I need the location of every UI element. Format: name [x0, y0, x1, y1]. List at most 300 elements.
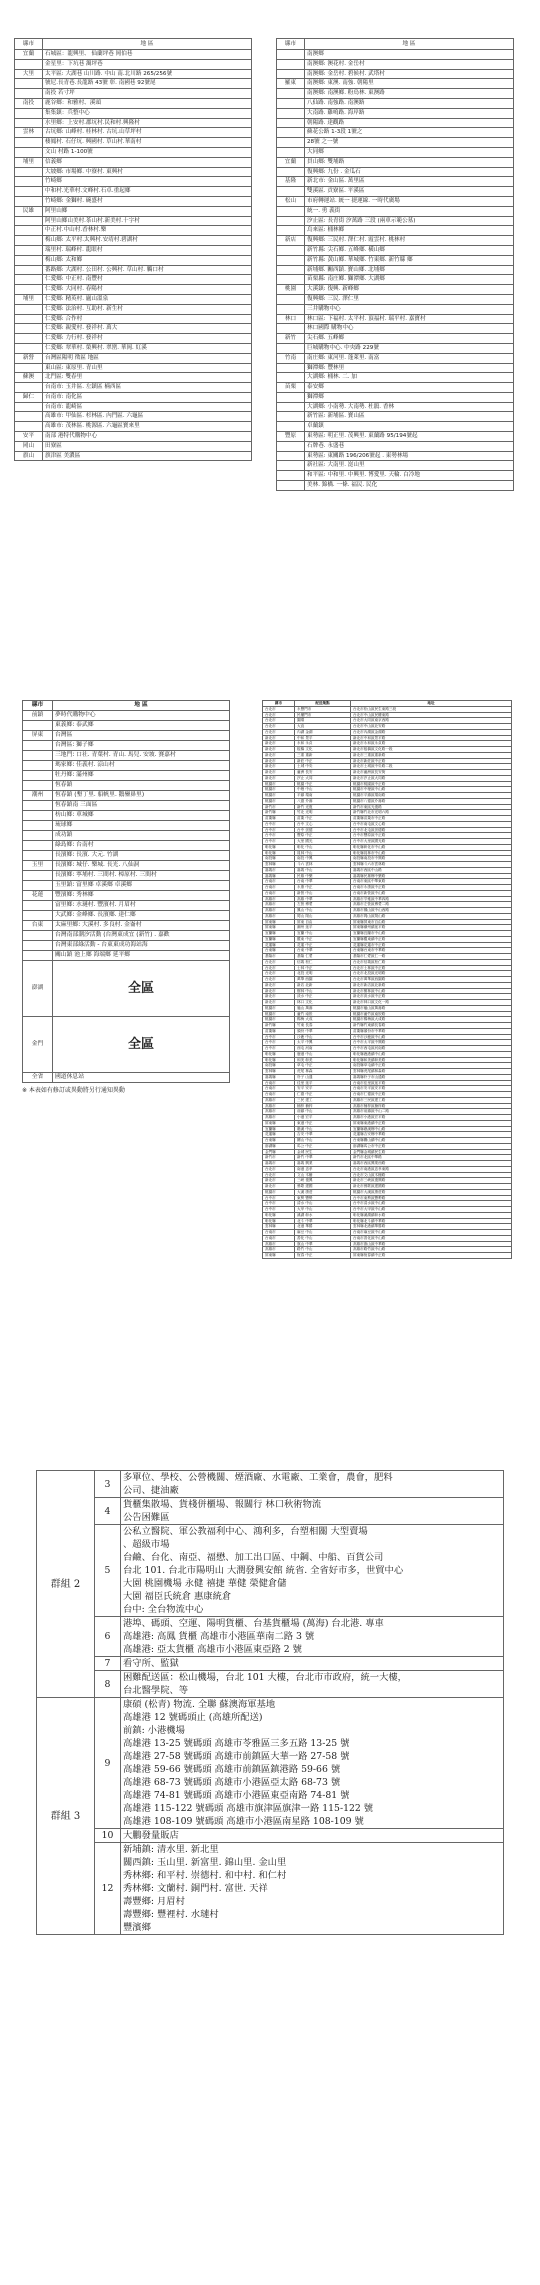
area-cell: 號尼.長青巷.長龍路 43號 彰. 南國巷 92號尾	[43, 79, 252, 89]
county-cell: 金門縣	[263, 1149, 295, 1155]
table-row	[277, 422, 514, 432]
county-cell	[23, 911, 53, 921]
table-row	[277, 226, 514, 236]
county-cell	[15, 334, 43, 344]
item-body-cell	[121, 1843, 504, 1935]
address-cell: 南投縣草屯鎮中正路	[351, 1063, 512, 1069]
county-cell	[277, 471, 305, 481]
county-cell: 彰化縣	[263, 844, 295, 850]
county-cell: 台北市	[263, 729, 295, 735]
item-line: 高雄港 115-122 號碼頭 高雄市旗津區旗津一路 115-122 號	[123, 1803, 374, 1814]
address-cell: 新北市土城區中央路二段	[351, 764, 512, 770]
county-cell: 台北市	[263, 965, 295, 971]
address-cell: 台南市善化區中山路	[351, 1235, 512, 1241]
table-row	[15, 383, 252, 393]
county-cell	[277, 422, 305, 432]
item-line: 大鵬發量販店	[123, 1830, 179, 1841]
point-cell: 台中 文心	[295, 821, 351, 827]
table-row	[23, 771, 230, 781]
area-cell: 北門區: 雙春里	[43, 373, 252, 383]
item-line: 康碩 (松青) 物流. 全聯 蘇澳海軍基地	[123, 1699, 276, 1710]
item-number-cell: 7	[95, 1657, 121, 1671]
table-row	[277, 255, 514, 265]
county-cell: 新北市	[263, 988, 295, 994]
point-cell: 信義 松仁	[295, 959, 351, 965]
county-cell	[15, 402, 43, 412]
table-row	[23, 901, 230, 911]
table-row	[277, 412, 514, 422]
address-cell: 彰化縣溪湖鎮彰水路	[351, 1212, 512, 1218]
region-table-3-grid	[22, 700, 230, 1083]
address-cell: 嘉義縣朴子市山通路	[351, 1074, 512, 1080]
address-cell: 台北市萬華區西園路	[351, 977, 512, 983]
county-cell: 台中市	[263, 1040, 295, 1046]
address-cell: 新北市林口區文化一路	[351, 1000, 512, 1006]
county-cell: 苗栗縣	[263, 816, 295, 822]
area-cell: 新竹縣: 黃山鄉. 華城鄉. 竹東鄉. 新竹縣 鄉	[305, 255, 514, 265]
point-cell: 溪湖 彰水	[295, 1212, 351, 1218]
county-cell	[15, 108, 43, 118]
item-number-cell: 5	[95, 1525, 121, 1617]
area-cell: 石牌巷. 永盛巷	[305, 441, 514, 451]
county-cell: 高雄市	[263, 896, 295, 902]
area-cell: 鹿谷鄉：和雅村、溪頭	[43, 98, 252, 108]
area-cell: 梅山鄉: 太平村.太興村.安靖村.碧湖村	[43, 236, 252, 246]
table-row	[277, 304, 514, 314]
item-line: 港埠、碼頭、空運、陽明貨櫃、台基貨櫃場 (萬海) 台北港. 專車	[123, 1618, 384, 1629]
county-cell: 台南市	[263, 1080, 295, 1086]
county-cell: 高雄市	[263, 1109, 295, 1115]
county-cell: 桃園市	[263, 781, 295, 787]
item-line: 高雄港: 高鳳 貨櫃 高雄市小港區華南二路 3 號	[123, 1631, 315, 1642]
area-cell: 枋山鄉: 車城鄉	[53, 811, 230, 821]
area-cell: 八仙路. 南強路. 南澳路	[305, 98, 514, 108]
address-cell: 台中市大里區國光路	[351, 839, 512, 845]
item-body-cell	[121, 1829, 504, 1843]
region-table-1	[14, 38, 252, 461]
table-row	[277, 294, 514, 304]
point-cell: 嘉義 興業	[295, 1161, 351, 1167]
point-cell: 大里 國光	[295, 839, 351, 845]
address-cell: 台南市佳里區延平路	[351, 1080, 512, 1086]
table-row	[15, 50, 252, 60]
point-cell: 新營 中山	[295, 890, 351, 896]
table-row	[277, 196, 514, 206]
county-cell: 民雄	[15, 206, 43, 216]
table-row	[277, 157, 514, 167]
point-cell: 金城 民生	[295, 1149, 351, 1155]
area-cell: 信義鄉	[43, 157, 252, 167]
address-cell: 桃園市桃園區中正路	[351, 781, 512, 787]
area-cell: 阿里山鄉	[43, 206, 252, 216]
county-cell: 桃園市	[263, 1011, 295, 1017]
table-row	[23, 741, 230, 751]
county-cell: 台北市	[263, 1166, 295, 1172]
table-row	[277, 334, 514, 344]
point-cell: 新竹 光復	[295, 804, 351, 810]
table-row	[15, 324, 252, 334]
table-row	[23, 731, 230, 741]
table-row	[15, 108, 252, 118]
area-cell: 和平區: 中和里. 中興里. 博愛里. 天輪. 白冷地	[305, 471, 514, 481]
header-area: 地 區	[43, 39, 252, 50]
address-cell: 宜蘭縣宜蘭市中山路	[351, 931, 512, 937]
address-cell: 屏東縣屏東市自由路	[351, 919, 512, 925]
county-cell: 宜蘭	[15, 50, 43, 60]
area-cell: 南投 若寸坪	[43, 89, 252, 99]
point-cell: 路竹 中山	[295, 1247, 351, 1253]
point-cell: 羅東 中正	[295, 936, 351, 942]
table-row	[15, 441, 252, 451]
address-cell: 嘉義縣民雄鄉中樂路	[351, 873, 512, 879]
table-row	[15, 138, 252, 148]
county-cell	[277, 147, 305, 157]
item-line: 公告困難區	[123, 1512, 170, 1523]
table-row	[277, 353, 514, 363]
item-line: 高雄港 59-66 號碼頭 高雄市前鎮區鎮港路 59-66 號	[123, 1764, 341, 1775]
table-row	[15, 373, 252, 383]
area-cell: 苗栗縣: 南庄鄉. 獅潭鄉. 大湖鄉	[305, 275, 514, 285]
table-row	[277, 471, 514, 481]
point-cell: 中壢 中山	[295, 787, 351, 793]
group-name-cell: 群組 3	[37, 1698, 95, 1935]
county-cell: 新竹縣	[263, 810, 295, 816]
county-cell	[15, 422, 43, 432]
county-cell	[277, 226, 305, 236]
area-cell: 新竹縣: 尖石鄉. 五峰鄉. 橫山鄉	[305, 245, 514, 255]
address-cell: 苗栗縣苗栗市中正路	[351, 816, 512, 822]
area-cell: 仁愛鄉: 大同村. 春陽村	[43, 285, 252, 295]
table-row	[23, 861, 230, 871]
county-cell: 台東縣	[263, 948, 295, 954]
county-cell	[277, 98, 305, 108]
address-cell: 南投縣南投市中興路	[351, 856, 512, 862]
table-row	[277, 383, 514, 393]
area-cell: 南澳鄉	[305, 50, 514, 60]
header-area: 地 區	[305, 39, 514, 50]
area-cell: 東義鄉: 泰武鄉	[53, 721, 230, 731]
county-cell	[15, 226, 43, 236]
county-cell	[23, 771, 53, 781]
address-cell: 台東縣台東市中華路	[351, 948, 512, 954]
county-cell: 台北市	[263, 724, 295, 730]
point-cell: 台中 崇德	[295, 827, 351, 833]
table-row	[277, 147, 514, 157]
county-cell: 彰化縣	[263, 1218, 295, 1224]
county-cell: 花蓮縣	[263, 1132, 295, 1138]
area-cell: 玉里鎮: 富里鄉 卓溪鄉 卓溪鄉	[53, 881, 230, 891]
area-cell: 美林. 錦橋. 一條. 福民. 民化	[305, 481, 514, 491]
table-row	[37, 1843, 504, 1935]
county-cell: 台南市	[263, 879, 295, 885]
address-cell: 台北市南港區忠孝東路	[351, 1166, 512, 1172]
item-number-cell: 12	[95, 1843, 121, 1935]
county-cell: 台中市	[263, 827, 295, 833]
county-cell: 雲林縣	[263, 1069, 295, 1075]
address-cell: 台中市西屯區河南路	[351, 1046, 512, 1052]
item-line: 困難配送區：松山機場，台北 101 大樓，台北市市政府，統一大樓，	[123, 1672, 407, 1683]
area-cell: 仁愛鄉: 親愛村. 發祥村. 萬大	[43, 324, 252, 334]
county-cell: 台南市	[263, 1092, 295, 1098]
point-cell: 南港 忠孝	[295, 1166, 351, 1172]
table-row	[15, 206, 252, 216]
footnote: ※ 本表如有修訂或異動將另行通知異動	[22, 1087, 125, 1094]
county-cell: 宜蘭縣	[263, 936, 295, 942]
item-line: 貨櫃集散場、貨棧併櫃場、報關行 林口秋術物流	[123, 1499, 322, 1510]
point-cell: 左營 博愛	[295, 902, 351, 908]
county-cell: 桃園市	[263, 793, 295, 799]
point-cell: 桃園 中正	[295, 781, 351, 787]
table-row	[277, 441, 514, 451]
county-cell	[15, 363, 43, 373]
county-cell: 彰化縣	[263, 1057, 295, 1063]
county-cell: 新竹市	[263, 1155, 295, 1161]
area-cell: 中和村.光華村.文峰村.石卓.重起鄉	[43, 187, 252, 197]
point-cell: 斗六 雲林	[295, 862, 351, 868]
region-table-2	[276, 38, 514, 491]
county-cell: 大里	[15, 69, 43, 79]
item-line: 高雄港 12 號碼頭止 (高雄所配送)	[123, 1712, 263, 1723]
county-cell: 安平	[15, 432, 43, 442]
county-cell: 台北市	[263, 977, 295, 983]
county-cell	[15, 59, 43, 69]
item-line: 高雄港: 亞太貨櫃 高雄市小港區東亞路 2 號	[123, 1644, 302, 1655]
point-cell: 虎尾 林森	[295, 1069, 351, 1075]
county-cell: 新北市	[263, 1184, 295, 1190]
area-cell: 番路鄉: 大湖村. 公田村. 公興村. 草山村. 觸口村	[43, 265, 252, 275]
table-row	[15, 304, 252, 314]
item-body-cell	[121, 1671, 504, 1698]
table-row	[23, 811, 230, 821]
table-row	[277, 275, 514, 285]
area-cell: 太平區: 大湖巷 山川路. 中山 南.北川路 265/256號	[43, 69, 252, 79]
table-row	[277, 98, 514, 108]
group-name-cell: 群組 2	[37, 1471, 95, 1698]
table-row	[277, 432, 514, 442]
item-line: 高雄港 13-25 號碼頭 高雄市苓雅區三多五路 13-25 號	[123, 1738, 350, 1749]
table-row	[23, 781, 230, 791]
area-cell: 大南路. 雞鳴路. 海岸路	[305, 108, 514, 118]
county-cell	[23, 751, 53, 761]
point-cell: 鶯歌 建國	[295, 1184, 351, 1190]
county-cell	[23, 841, 53, 851]
table-row	[277, 324, 514, 334]
county-cell: 高雄市	[263, 1247, 295, 1253]
header-county: 縣市	[277, 39, 305, 50]
county-cell	[15, 79, 43, 89]
area-cell: 金星里：下坑巷 濁坪巷	[43, 59, 252, 69]
county-cell: 澎湖縣	[263, 1143, 295, 1149]
county-cell: 花蓮縣	[263, 942, 295, 948]
county-cell	[277, 373, 305, 383]
county-cell: 宜蘭縣	[263, 1126, 295, 1132]
address-cell: 雲林縣虎尾鎮林森路	[351, 1069, 512, 1075]
region-table-2-grid	[276, 38, 514, 491]
point-cell: 永豐門市	[295, 706, 351, 712]
county-cell: 台北市	[263, 718, 295, 724]
table-row	[15, 187, 252, 197]
item-line: 公司、捷油廠	[123, 1485, 179, 1496]
item-line: 台北 101. 台北市陽明山 大潤發興安館 統省. 全省好市多，世貿中心	[123, 1565, 404, 1576]
area-cell: 雙溪區. 貢寮區. 平溪區	[305, 187, 514, 197]
area-cell: 瑪家鄉: 佳義村. 涼山村	[53, 761, 230, 771]
area-cell: 水里鄉：上安村.郡坑村.民和村.興隆村	[43, 118, 252, 128]
county-cell: 桃園市	[263, 1189, 295, 1195]
address-cell: 新北市三峽區復興路	[351, 1178, 512, 1184]
area-cell: 石城區：龍興里、 仙蘭坪巷 岡伯巷	[43, 50, 252, 60]
county-cell	[15, 275, 43, 285]
pickup-point-grid	[262, 700, 512, 1259]
table-row	[23, 711, 230, 721]
area-cell: 台灣區	[53, 731, 230, 741]
item-line: 秀林鄉: 和平村. 崇德村. 和中村. 和仁村	[123, 1870, 287, 1881]
area-cell: 三地門: 口社. 青葉村. 青山. 馬兒. 安坡. 賽嘉村	[53, 751, 230, 761]
county-cell: 雲林縣	[263, 1224, 295, 1230]
point-cell: 北投 光明	[295, 971, 351, 977]
area-cell: 恆春鎮南 三面區	[53, 801, 230, 811]
point-cell: 豐原 中正	[295, 833, 351, 839]
table-row	[37, 1498, 504, 1525]
area-cell: 南澳鄉: 南澳鄉. 粉鳥林. 東澳路	[305, 89, 514, 99]
address-cell: 桃園市龜山區萬壽路	[351, 1005, 512, 1011]
point-cell: 頭份 中華	[295, 1028, 351, 1034]
table-row	[277, 265, 514, 275]
area-cell: 棲鳳村. 石仔坑. 興國村. 草山村.華南村	[43, 138, 252, 148]
table-row	[15, 422, 252, 432]
header-area: 地 區	[53, 701, 230, 711]
table-row	[15, 353, 252, 363]
county-cell: 新北市	[263, 764, 295, 770]
table-row	[15, 451, 252, 461]
point-cell: 文山 木柵	[295, 1172, 351, 1178]
point-cell: 清水 中山	[295, 1201, 351, 1207]
address-cell: 屏東縣恆春鎮中正路	[351, 1253, 512, 1259]
point-cell: 中和 景平	[295, 735, 351, 741]
area-cell: 台灣東部綠活動 - 台東東成功海站海	[53, 941, 230, 951]
header-county: 縣市	[263, 701, 295, 707]
item-body-cell	[121, 1471, 504, 1498]
area-cell: 竹崎鄉: 金獅村. 碗盛村	[43, 196, 252, 206]
county-cell	[277, 167, 305, 177]
table-row	[15, 157, 252, 167]
point-cell: 小港 宏平	[295, 1115, 351, 1121]
county-cell	[277, 89, 305, 99]
point-cell: 員林 中山	[295, 850, 351, 856]
county-cell: 嘉義縣	[263, 1074, 295, 1080]
address-cell: 新北市板橋區文化路一段	[351, 747, 512, 753]
address-cell: 台中市東勢區豐勢路	[351, 1195, 512, 1201]
point-cell: 礁溪 中山	[295, 1126, 351, 1132]
county-cell	[23, 901, 53, 911]
item-line: 台北醫學院、等	[123, 1685, 189, 1696]
county-cell: 苗栗	[277, 383, 305, 393]
table-row	[23, 841, 230, 851]
table-row	[23, 851, 230, 861]
item-line: 大園 福臣氏統倉 惠康統倉	[123, 1591, 232, 1602]
county-cell	[15, 187, 43, 197]
item-line: 關西鎮: 玉山里. 新富里. 錦山里. 金山里	[123, 1857, 287, 1868]
address-cell: 台南市東區中華東路	[351, 879, 512, 885]
area-cell: 瑞里村. 瑞峰村. 龍眼村	[43, 245, 252, 255]
county-cell: 豐原	[277, 432, 305, 442]
county-cell: 花蓮	[23, 891, 53, 901]
address-cell: 宜蘭縣羅東鎮中正路	[351, 936, 512, 942]
header-county: 縣市	[23, 701, 53, 711]
county-cell: 台南市	[263, 1086, 295, 1092]
county-cell: 新竹	[277, 334, 305, 344]
item-line: 豐濱鄉	[123, 1922, 151, 1933]
address-cell: 彰化縣和美鎮彰美路	[351, 1057, 512, 1063]
point-cell: 新莊 中正	[295, 758, 351, 764]
table-row	[15, 79, 252, 89]
county-cell: 嘉義市	[263, 867, 295, 873]
area-cell: 台灣區陽明 徵區 地區	[43, 353, 252, 363]
point-cell: 大甲 中山	[295, 1207, 351, 1213]
county-cell	[277, 363, 305, 373]
table-row	[15, 226, 252, 236]
address-cell: 新北市蘆洲區長安街	[351, 770, 512, 776]
area-cell: 大武鄉: 金峰鄉. 長濱鄉. 達仁鄉	[53, 911, 230, 921]
header-address: 地址	[351, 701, 512, 707]
table-row	[15, 147, 252, 157]
county-cell	[23, 871, 53, 881]
county-cell: 台南市	[263, 1230, 295, 1236]
item-line: 、超級市場	[123, 1539, 170, 1550]
address-cell: 台中市沙鹿區中山路	[351, 1034, 512, 1040]
item-line: 台鹼、台化、南亞、福懋、加工出口區、中鋼、中船、百貨公司	[123, 1552, 384, 1563]
address-cell: 高雄市苓雅區中華四路	[351, 896, 512, 902]
area-cell: 阿里山鄉山美村.茶山村.新美村.十字村	[43, 216, 252, 226]
county-cell	[23, 781, 53, 791]
table-row	[15, 236, 252, 246]
address-cell: 台中市大甲區中山路	[351, 1207, 512, 1213]
area-cell: 員山鄉: 雙埔路	[305, 157, 514, 167]
table-row	[277, 50, 514, 60]
address-cell: 花蓮縣吉安鄉中華路	[351, 1132, 512, 1138]
county-cell	[277, 50, 305, 60]
area-cell: 復興鄉: 三民村. 澤仁村. 霞雲村. 桃林村	[305, 236, 514, 246]
address-cell: 台中市太平區中興路	[351, 1040, 512, 1046]
address-cell: 彰化縣鹿港鎮中山路	[351, 1051, 512, 1057]
address-cell: 台北市士林區中正路	[351, 965, 512, 971]
area-cell: 仁愛鄉: 中正村. 南豐村	[43, 275, 252, 285]
area-cell: 恆春鎮 (墾丁里. 船帆里. 鵝鑾鼻里)	[53, 791, 230, 801]
point-cell: 西屯 河南	[295, 1046, 351, 1052]
address-cell: 新北市新莊區中正路	[351, 758, 512, 764]
table-row	[277, 167, 514, 177]
county-cell: 嘉義縣	[263, 873, 295, 879]
table-row	[15, 167, 252, 177]
item-line: 多單位、學校、公營機關、煙酒廠、水電廠、工業會，農會，肥料	[123, 1472, 393, 1483]
item-line: 高雄港 27-58 號碼頭 高雄市前鎮區大華一路 27-58 號	[123, 1751, 350, 1762]
point-cell: 善化 中山	[295, 1235, 351, 1241]
county-cell: 台中市	[263, 833, 295, 839]
county-cell	[23, 721, 53, 731]
item-number-cell: 8	[95, 1671, 121, 1698]
county-cell: 台北市	[263, 1172, 295, 1178]
table-row	[277, 314, 514, 324]
header-county: 縣市	[15, 39, 43, 50]
county-cell: 高雄市	[263, 1115, 295, 1121]
point-cell: 三重 重新	[295, 752, 351, 758]
address-cell: 台北市信義區松仁路	[351, 959, 512, 965]
county-cell: 高雄市	[263, 1103, 295, 1109]
county-cell: 屏東縣	[263, 1120, 295, 1126]
area-cell: 台灣區: 獅子鄉	[53, 741, 230, 751]
county-cell: 松山	[277, 196, 305, 206]
area-cell: 大坡鄉: 市場鄉. 中寮村. 東興村	[43, 167, 252, 177]
area-cell: 仁愛鄉: 精英村. 廬山溫泉	[43, 294, 252, 304]
